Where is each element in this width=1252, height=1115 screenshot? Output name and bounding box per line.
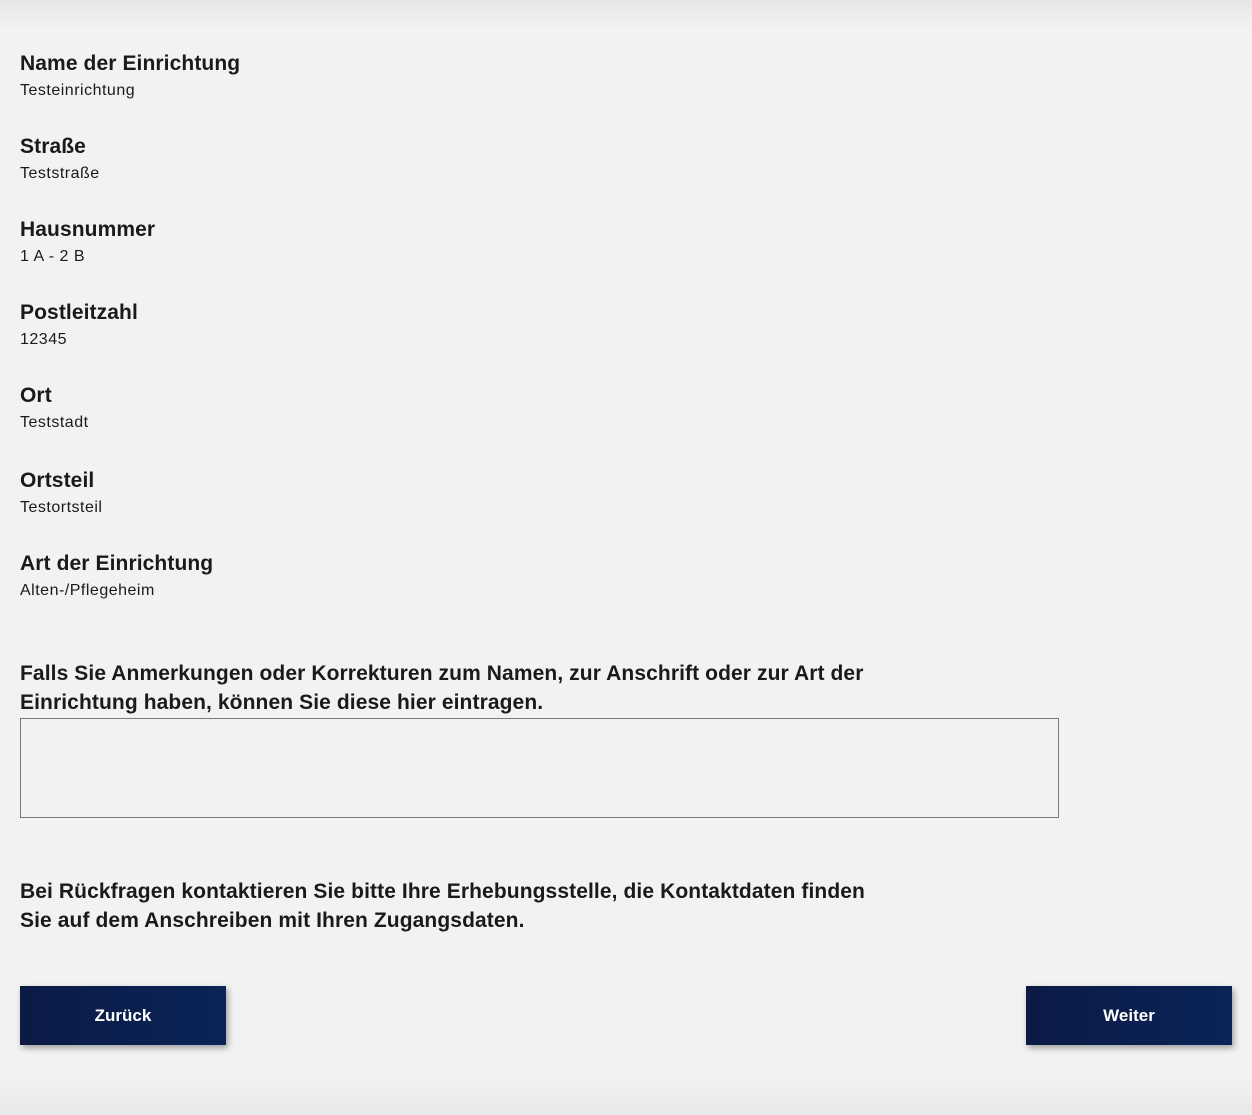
field-house-number [20, 216, 1232, 299]
contact-info-text: Bei Rückfragen kontaktieren Sie bitte Ihre Erhebungsstelle, die Kontaktdaten finden Sie auf dem Anschreiben mit Ihren Zugangsdaten. [20, 880, 865, 932]
field-facility-type [20, 550, 1232, 633]
field-value: Teststraße [20, 165, 100, 182]
remarks-label: Falls Sie Anmerkungen oder Korrekturen zum Namen, zur Anschrift oder zur Art der Einrichtung haben, können Sie diese hier eintragen. [20, 662, 864, 714]
field-label: Straße [20, 135, 86, 158]
top-shade [0, 0, 1252, 30]
field-district [20, 467, 1232, 550]
bottom-shade [0, 1079, 1252, 1115]
field-label: Postleitzahl [20, 301, 138, 324]
field-street [20, 133, 1232, 216]
back-button[interactable]: Zurück [20, 986, 226, 1045]
next-button[interactable]: Weiter [1026, 986, 1232, 1045]
field-value: 12345 [20, 331, 67, 348]
field-postal-code [20, 299, 1232, 382]
field-label: Ort [20, 384, 52, 407]
field-value: Alten-/Pflegeheim [20, 582, 155, 599]
field-city [20, 382, 1232, 467]
field-label: Hausnummer [20, 218, 156, 241]
field-value: Testortsteil [20, 499, 103, 516]
field-facility-name [20, 50, 1232, 133]
field-value: 1 A - 2 B [20, 248, 85, 265]
facility-details [20, 50, 1232, 633]
field-value: Testeinrichtung [20, 82, 136, 99]
field-label: Art der Einrichtung [20, 552, 214, 575]
remarks-textarea[interactable] [20, 718, 1059, 818]
field-label: Name der Einrichtung [20, 52, 241, 75]
field-value: Teststadt [20, 414, 89, 431]
field-label: Ortsteil [20, 469, 95, 492]
